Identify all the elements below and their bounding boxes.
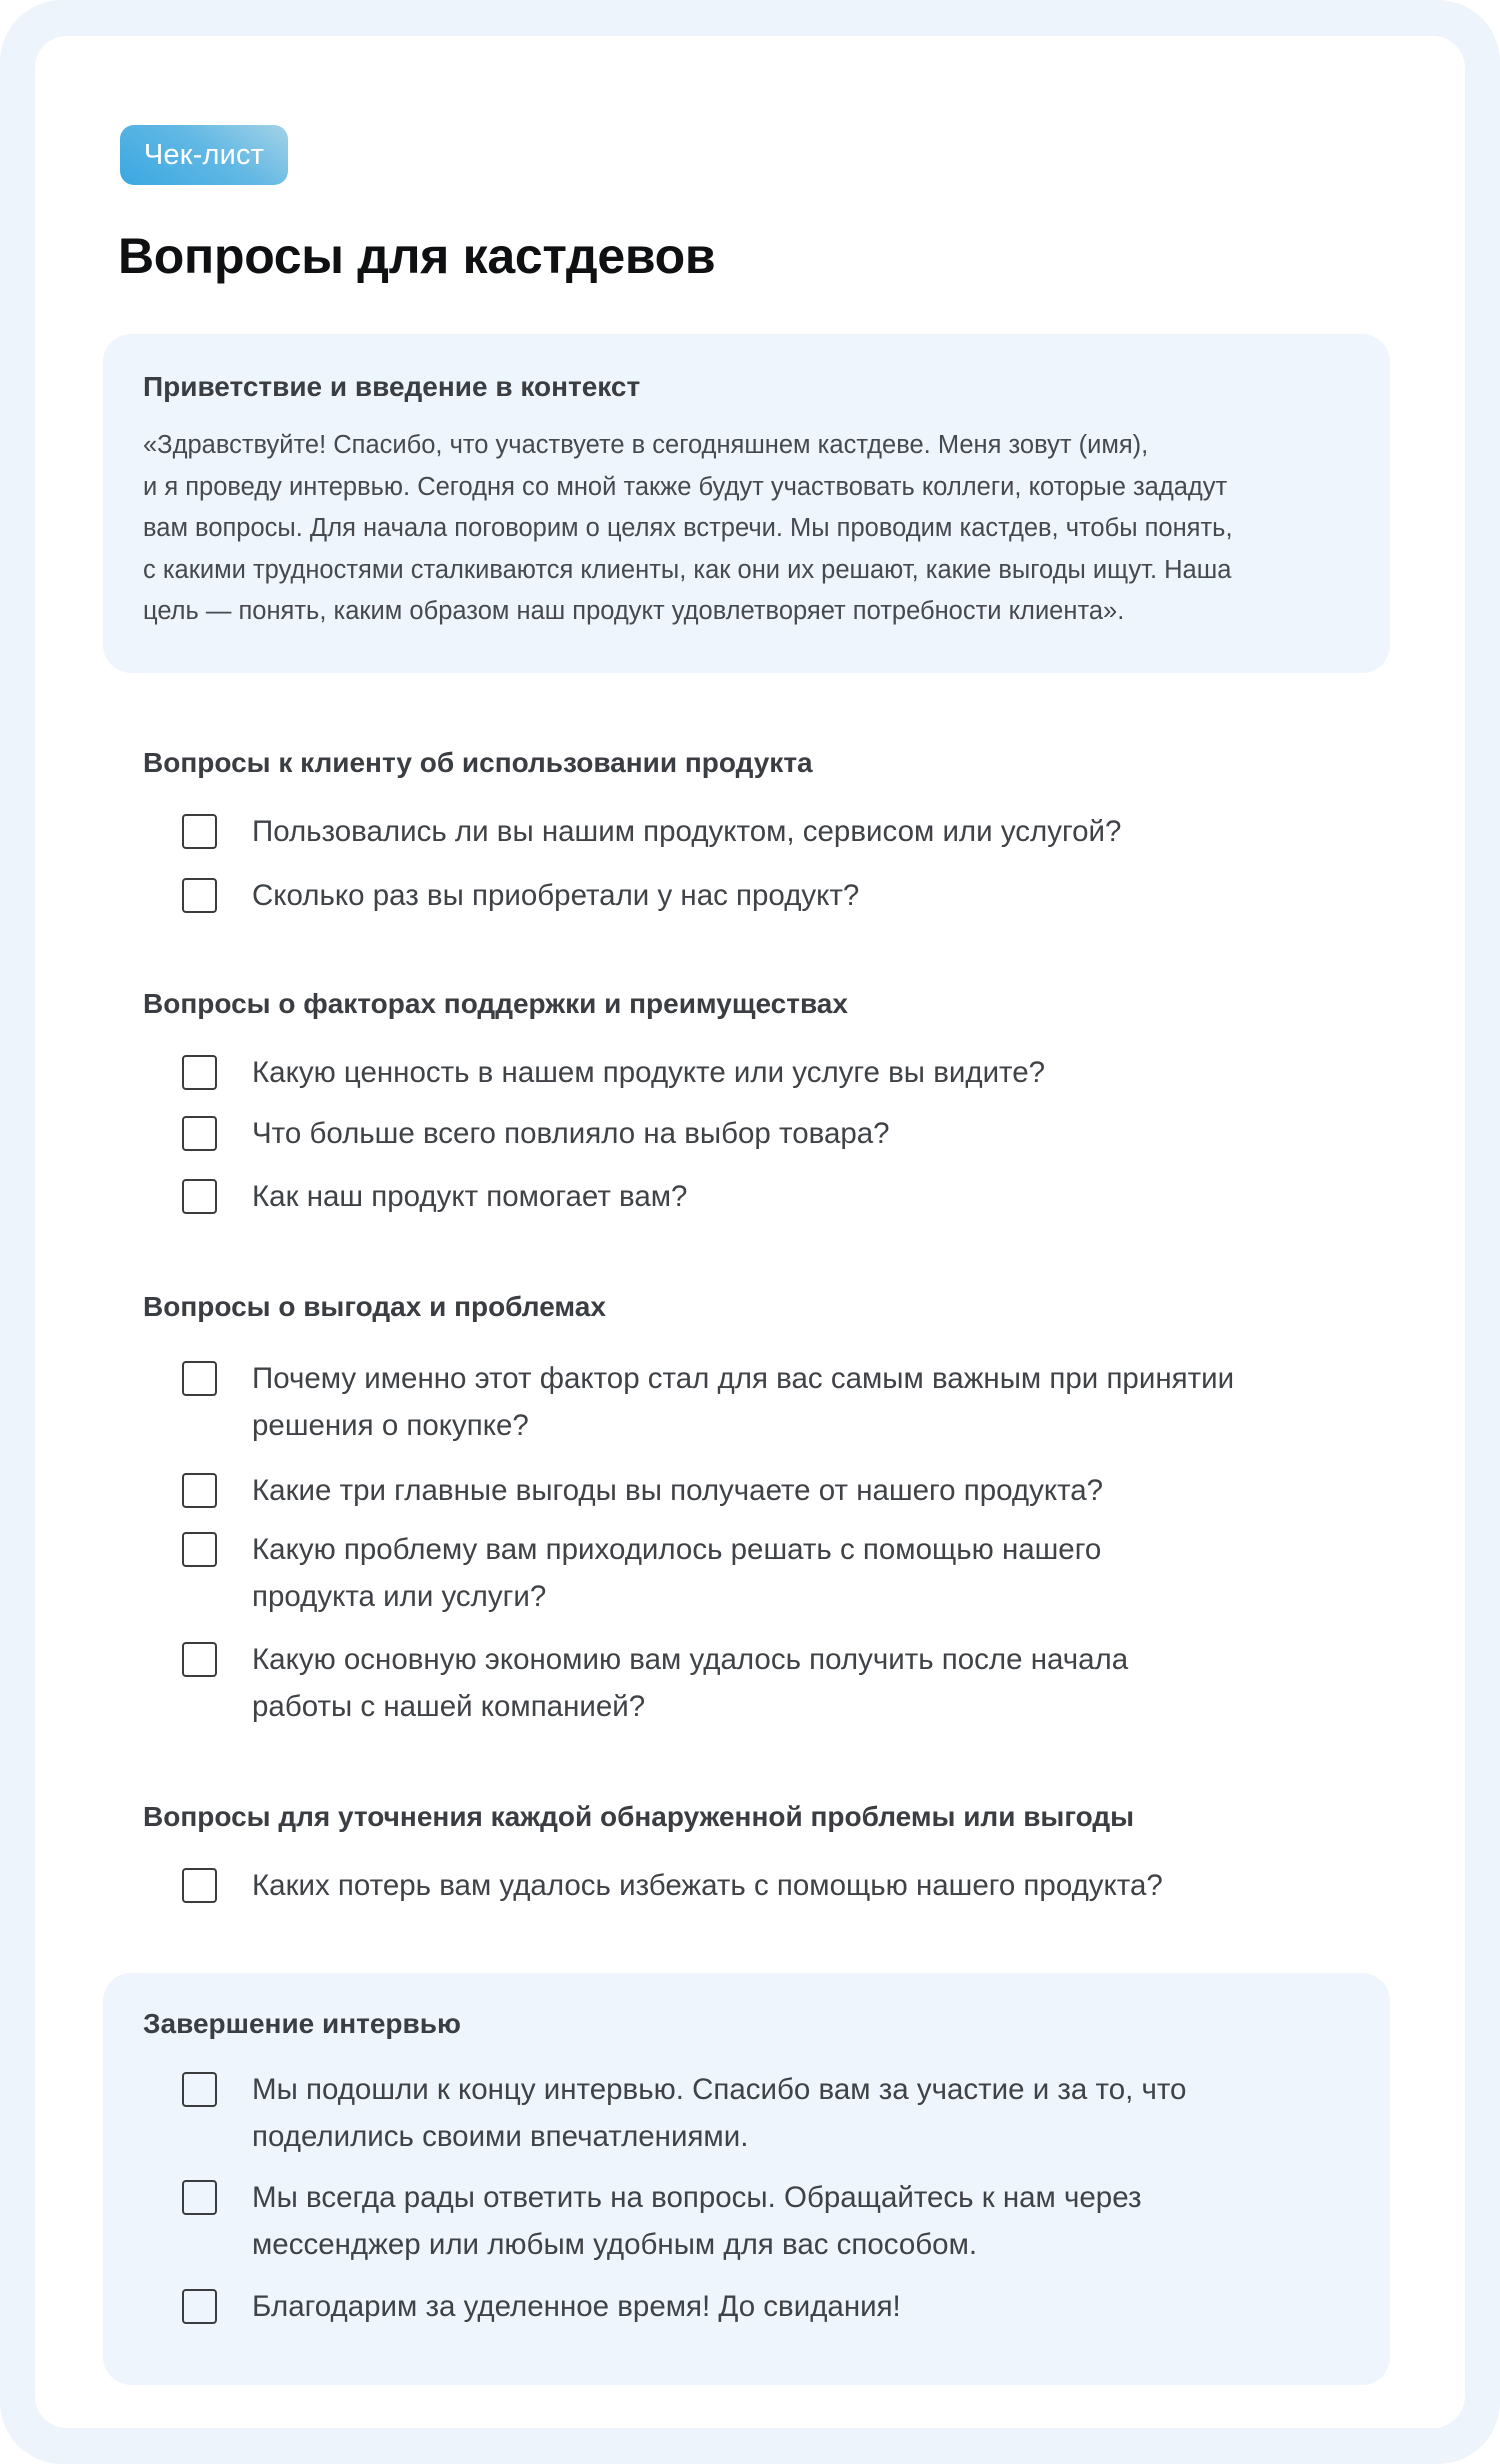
item-line: поделились своими впечатлениями.: [252, 2120, 749, 2153]
checklist-item[interactable]: [182, 1049, 1382, 1096]
item-line: Какую основную экономию вам удалось получить после начала: [252, 1643, 1129, 1676]
checklist-item-text: [252, 1355, 1234, 1449]
checkbox[interactable]: [182, 1642, 217, 1677]
checkbox[interactable]: [182, 1473, 217, 1508]
checklist-item[interactable]: [182, 1636, 1382, 1730]
intro-text-line: вам вопросы. Для начала поговорим о целях встречи. Мы проводим кастдев, чтобы понять,: [143, 514, 1233, 542]
checklist-item-text: [252, 1049, 1045, 1096]
checklist-item[interactable]: [182, 1526, 1382, 1620]
checklist-item[interactable]: [182, 1173, 1382, 1220]
section-heading-clarifying: Вопросы для уточнения каждой обнаруженной проблемы или выгоды: [143, 1801, 1135, 1832]
checkbox[interactable]: [182, 1361, 217, 1396]
item-line: Какие три главные выгоды вы получаете от нашего продукта?: [252, 1474, 1104, 1507]
checklist-item-text: [252, 2174, 1141, 2268]
checklist-item[interactable]: [182, 1355, 1382, 1449]
item-line: Каких потерь вам удалось избежать с помощью нашего продукта?: [252, 1869, 1163, 1902]
checklist-item[interactable]: [182, 1862, 1382, 1909]
intro-text-line: и я проведу интервью. Сегодня со мной также будут участвовать коллеги, которые зададут: [143, 473, 1228, 501]
item-line: мессенджер или любым удобным для вас способом.: [252, 2228, 978, 2261]
checkbox[interactable]: [182, 2180, 217, 2215]
intro-text-line: с какими трудностями сталкиваются клиенты, как они их решают, какие выгоды ищут. Наша: [143, 556, 1232, 584]
item-line: Как наш продукт помогает вам?: [252, 1180, 688, 1213]
item-line: Какую ценность в нашем продукте или услуге вы видите?: [252, 1056, 1046, 1089]
section-heading-product-usage: Вопросы к клиенту об использовании продукта: [143, 747, 813, 778]
checkbox[interactable]: [182, 2072, 217, 2107]
checklist-item[interactable]: [182, 872, 1382, 919]
checklist-badge: Чек-лист: [120, 125, 288, 185]
page-title: Вопросы для кастдевов: [118, 228, 716, 284]
checklist-item[interactable]: [182, 1467, 1382, 1514]
item-line: Сколько раз вы приобретали у нас продукт?: [252, 879, 860, 912]
item-line: Мы всегда рады ответить на вопросы. Обращайтесь к нам через: [252, 2181, 1142, 2214]
checklist-item[interactable]: [182, 2066, 1382, 2160]
item-line: решения о покупке?: [252, 1409, 529, 1442]
checkbox[interactable]: [182, 2289, 217, 2324]
checklist-item-text: [252, 1862, 1163, 1909]
intro-heading: Приветствие и введение в контекст: [143, 371, 641, 402]
intro-text-line: цель — понять, каким образом наш продукт удовлетворяет потребности клиента».: [143, 597, 1125, 625]
item-line: Мы подошли к концу интервью. Спасибо вам за участие и за то, что: [252, 2073, 1187, 2106]
checklist-item-text: [252, 872, 859, 919]
item-line: Пользовались ли вы нашим продуктом, сервисом или услугой?: [252, 815, 1122, 848]
checkbox[interactable]: [182, 1055, 217, 1090]
checklist-item[interactable]: [182, 1110, 1382, 1157]
checklist-item-text: [252, 1467, 1103, 1514]
checkbox[interactable]: [182, 878, 217, 913]
section-heading-closing: Завершение интервью: [143, 2008, 461, 2039]
checkbox[interactable]: [182, 1532, 217, 1567]
checklist-item[interactable]: [182, 808, 1382, 855]
checkbox[interactable]: [182, 814, 217, 849]
checklist-item-text: [252, 2283, 901, 2330]
section-heading-benefits-problems: Вопросы о выгодах и проблемах: [143, 1291, 606, 1322]
checklist-item-text: [252, 1173, 687, 1220]
checklist-item-text: [252, 1110, 890, 1157]
intro-text-line: «Здравствуйте! Спасибо, что участвуете в сегодняшнем кастдеве. Меня зовут (имя),: [143, 431, 1149, 459]
checklist-item-text: [252, 1636, 1128, 1730]
item-line: Благодарим за уделенное время! До свидания!: [252, 2290, 901, 2323]
item-line: Что больше всего повлияло на выбор товара?: [252, 1117, 890, 1150]
checkbox[interactable]: [182, 1868, 217, 1903]
checkbox[interactable]: [182, 1179, 217, 1214]
checklist-item[interactable]: [182, 2174, 1382, 2268]
item-line: работы с нашей компанией?: [252, 1690, 646, 1723]
checklist-item-text: [252, 1526, 1101, 1620]
checklist-item-text: [252, 808, 1121, 855]
checkbox[interactable]: [182, 1116, 217, 1151]
section-heading-support-factors: Вопросы о факторах поддержки и преимуществах: [143, 988, 848, 1019]
item-line: Почему именно этот фактор стал для вас самым важным при принятии: [252, 1362, 1235, 1395]
item-line: продукта или услуги?: [252, 1580, 547, 1613]
checklist-item[interactable]: [182, 2283, 1382, 2330]
checklist-item-text: [252, 2066, 1186, 2160]
item-line: Какую проблему вам приходилось решать с помощью нашего: [252, 1533, 1102, 1566]
